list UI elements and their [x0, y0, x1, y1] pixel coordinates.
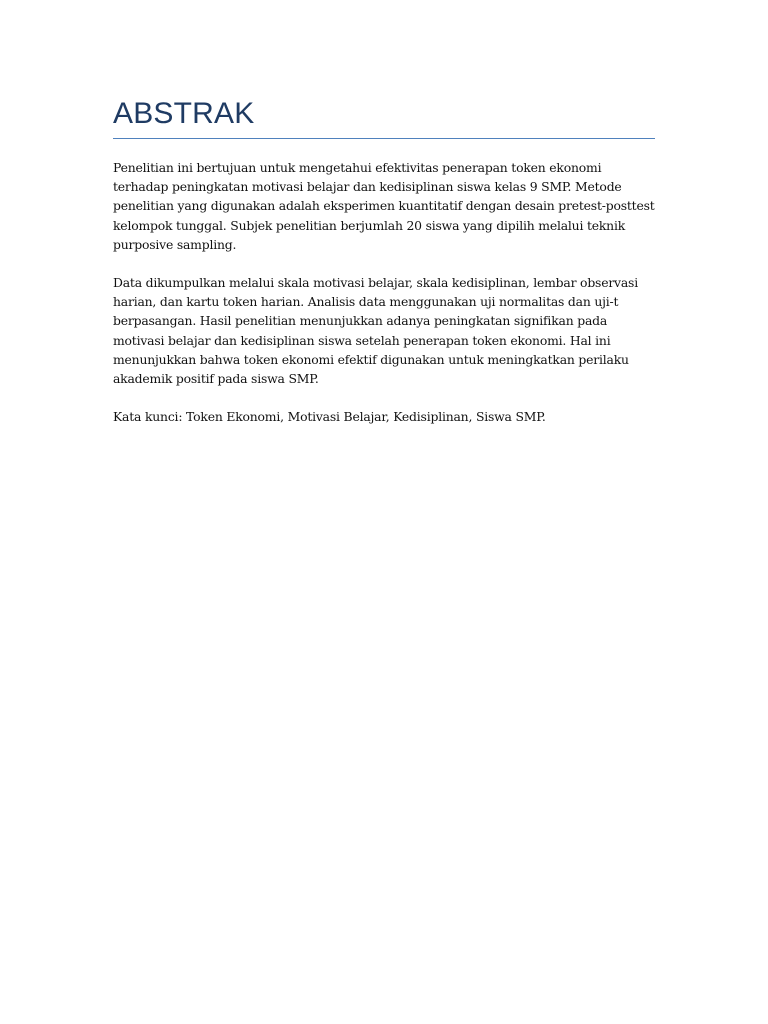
document-content: [113, 96, 655, 445]
abstract-paragraph-1: Penelitian ini bertujuan untuk mengetahui efektivitas penerapan token ekonomi terhadap peningkatan motivasi belajar dan kedisiplinan siswa kelas 9 SMP. Metode penelitian yang digunakan adalah eksperimen kuantitatif dengan desain pretest-posttest kelompok tunggal. Subjek penelitian berjumlah 20 siswa yang dipilih melalui teknik purposive sampling.: [113, 160, 655, 252]
title-divider: [113, 138, 655, 139]
keywords-paragraph: Kata kunci: Token Ekonomi, Motivasi Belajar, Kedisiplinan, Siswa SMP.: [113, 409, 546, 425]
abstract-paragraph-2: Data dikumpulkan melalui skala motivasi belajar, skala kedisiplinan, lembar observasi harian, dan kartu token harian. Analisis data menggunakan uji normalitas dan uji-t berpasangan. Hasil penelitian menunjukkan adanya peningkatan signifikan pada motivasi belajar dan kedisiplinan siswa setelah penerapan token ekonomi. Hal ini menunjukkan bahwa token ekonomi efektif digunakan untuk meningkatkan perilaku akademik positif pada siswa SMP.: [113, 275, 638, 387]
page-title: ABSTRAK: [113, 97, 255, 130]
